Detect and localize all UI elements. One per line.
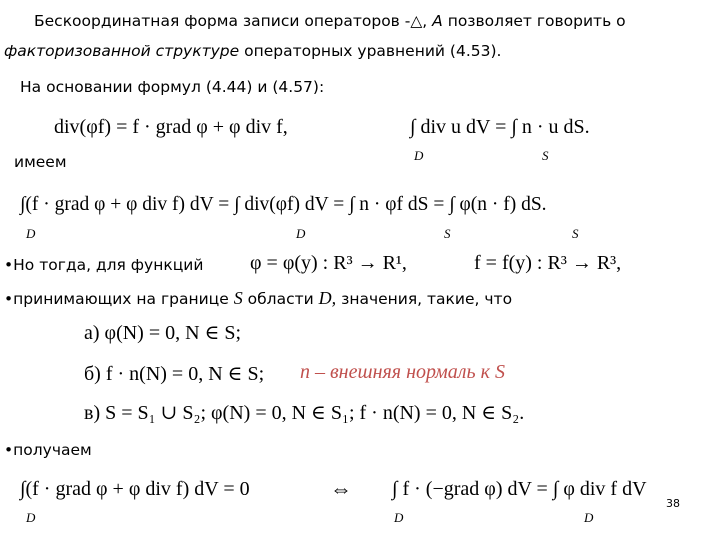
- integral-subscript: S: [542, 148, 549, 163]
- text-segment: ,: [422, 12, 428, 30]
- paragraph-line-1: [34, 12, 626, 30]
- bullet-functions: •Но тогда, для функций: [4, 256, 204, 274]
- text-segment: операторных уравнений (4.53).: [244, 42, 502, 60]
- word-imeem: имеем: [14, 153, 67, 171]
- italic-term: факторизованной структуре: [4, 42, 240, 60]
- formula-f-mapping: f = f(y) : R³ → R³,: [474, 252, 622, 274]
- formula-div-product: div(φf) = f · grad φ + φ div f,: [54, 116, 288, 138]
- integral-subscript: D: [414, 148, 424, 163]
- integral-subscript: D: [296, 226, 306, 241]
- triangle-operator-icon: △: [410, 12, 423, 30]
- paragraph-line-2: [4, 42, 501, 60]
- integral-subscript: D: [26, 226, 36, 241]
- condition-b: б) f · n(N) = 0, N ∈ S;: [84, 363, 265, 385]
- formula-result-right: ∫ f · (−grad φ) dV = ∫ φ div f dV: [392, 478, 647, 500]
- paragraph-line-3: На основании формул (4.44) и (4.57):: [20, 78, 325, 96]
- bullet-boundary: [4, 288, 512, 309]
- normal-note: n – внешняя нормаль к S: [300, 361, 505, 383]
- formula-gauss: ∫ div u dV = ∫ n · u dS.: [410, 116, 590, 138]
- operator-A: A: [432, 12, 443, 30]
- formula-result-left: ∫(f · grad φ + φ div f) dV = 0: [20, 478, 250, 500]
- symbol-S: S: [233, 288, 243, 308]
- bullet-get: •получаем: [4, 441, 92, 459]
- integral-subscript: D: [26, 510, 36, 525]
- symbol-D: D,: [318, 288, 337, 308]
- integral-subscript: S: [572, 226, 579, 241]
- text-segment: •принимающих на границе: [4, 290, 229, 308]
- text-segment: позволяет говорить о: [447, 12, 626, 30]
- text-segment: области: [247, 290, 314, 308]
- equivalence-arrow: ⇔: [330, 476, 352, 501]
- text-segment: Бескоординатная форма записи операторов -: [34, 12, 411, 30]
- formula-phi-mapping: φ = φ(y) : R³ → R¹,: [250, 252, 407, 274]
- condition-a: а) φ(N) = 0, N ∈ S;: [84, 322, 242, 344]
- page-number: 38: [666, 497, 680, 510]
- formula-main-identity: ∫(f · grad φ + φ div f) dV = ∫ div(φf) dV = ∫ n · φf dS = ∫ φ(n · f) dS.: [20, 194, 547, 215]
- condition-c: в) S = S₁ ∪ S₂; φ(N) = 0, N ∈ S₁; f · n(N) = 0, N ∈ S₂.: [84, 402, 525, 424]
- integral-subscript: S: [444, 226, 451, 241]
- text-segment: значения, такие, что: [341, 290, 513, 308]
- integral-subscript: D: [584, 510, 594, 525]
- integral-subscript: D: [394, 510, 404, 525]
